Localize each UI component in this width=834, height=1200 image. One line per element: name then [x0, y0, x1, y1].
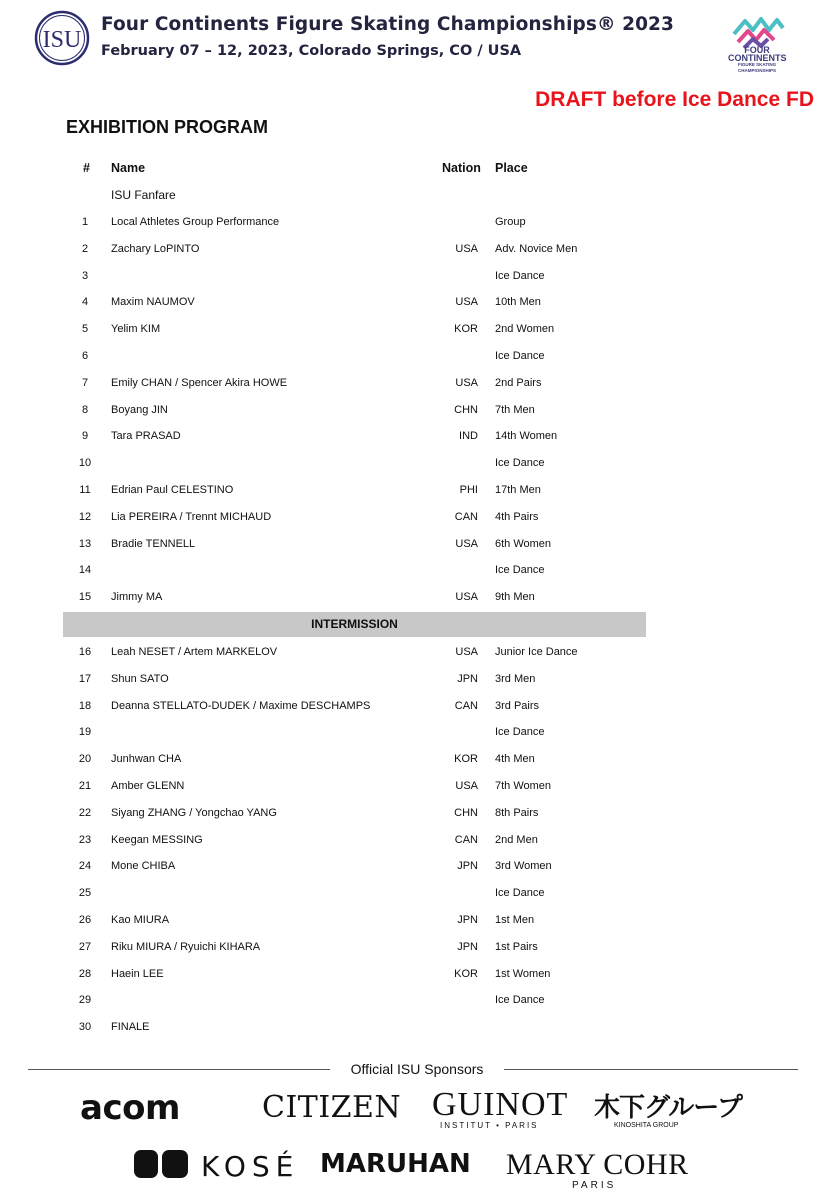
row-number: 13 — [78, 537, 92, 550]
row-nation: USA — [455, 591, 478, 604]
row-number: 1 — [81, 216, 89, 228]
row-nation: IND — [459, 430, 478, 443]
row-place: 3rd Men — [495, 672, 536, 685]
row-number: 16 — [78, 646, 92, 658]
table-row — [0, 780, 834, 806]
row-number: 2 — [81, 242, 89, 255]
row-place: Ice Dance — [495, 350, 545, 362]
table-row — [0, 753, 834, 779]
table-row — [0, 350, 834, 376]
row-place: 1st Women — [495, 967, 551, 980]
row-name: Jimmy MA — [111, 591, 163, 604]
table-row — [0, 296, 834, 322]
sponsor-kinoshita-logo: 木下グループ — [594, 1093, 742, 1123]
table-row — [0, 646, 834, 672]
row-name: Junhwan CHA — [111, 753, 182, 766]
row-nation: JPN — [457, 914, 478, 926]
row-number: 8 — [81, 403, 89, 416]
row-place: 14th Women — [495, 430, 558, 443]
row-place: 3rd Women — [495, 860, 552, 873]
row-number: 26 — [78, 914, 92, 926]
row-name: Riku MIURA / Ryuichi KIHARA — [111, 940, 261, 953]
row-name: Haein LEE — [111, 967, 164, 980]
table-row — [0, 216, 834, 242]
column-header-name: Name — [111, 161, 146, 175]
row-nation: USA — [455, 537, 478, 550]
row-place: 3rd Pairs — [495, 699, 540, 712]
row-nation: JPN — [457, 940, 478, 953]
row-nation: PHI — [459, 484, 478, 496]
table-row — [0, 860, 834, 886]
sponsor-acom-logo: acom — [80, 1088, 180, 1128]
column-header-number: # — [83, 161, 90, 175]
row-nation: KOR — [454, 323, 478, 336]
sponsor-citizen-logo: CITIZEN — [262, 1090, 402, 1125]
row-nation: JPN — [457, 672, 478, 685]
row-name: Mone CHIBA — [111, 860, 176, 873]
row-name: Deanna STELLATO-DUDEK / Maxime DESCHAMPS — [111, 699, 371, 712]
row-place: 4th Pairs — [495, 510, 539, 523]
row-nation: USA — [455, 780, 478, 792]
row-nation: USA — [455, 376, 478, 389]
row-place: Ice Dance — [495, 564, 545, 577]
event-dates-location: February 07 – 12, 2023, Colorado Springs, CO / USA — [101, 43, 522, 59]
sponsor-guinot-logo: GUINOT — [432, 1086, 569, 1123]
row-name: Edrian Paul CELESTINO — [111, 484, 234, 496]
row-name: Boyang JIN — [111, 403, 168, 416]
table-row — [0, 430, 834, 456]
column-header-nation: Nation — [442, 161, 481, 175]
row-number: 30 — [78, 1021, 92, 1034]
sponsor-kinoshita-tagline: KINOSHITA GROUP — [614, 1122, 679, 1129]
row-place: Ice Dance — [495, 726, 545, 739]
row-name: Keegan MESSING — [111, 833, 203, 846]
row-place: Junior Ice Dance — [495, 646, 578, 658]
row-place: 10th Men — [495, 296, 541, 309]
sponsor-marycohr-tagline: PARIS — [572, 1180, 617, 1191]
event-title: Four Continents Figure Skating Championships® 2023 — [101, 14, 674, 35]
table-row — [0, 834, 834, 860]
row-nation: CHN — [454, 403, 478, 416]
row-number: 20 — [78, 753, 92, 766]
four-continents-logo-text: FOUR CONTINENTS FIGURE SKATING CHAMPIONSHIPS — [728, 45, 787, 73]
row-place: 2nd Pairs — [495, 376, 542, 389]
row-number: 25 — [78, 887, 92, 900]
row-number: 11 — [79, 484, 91, 496]
table-row — [0, 484, 834, 510]
table-row — [0, 1021, 834, 1047]
row-nation: USA — [455, 296, 478, 309]
table-row — [0, 941, 834, 967]
page-title: EXHIBITION PROGRAM — [66, 117, 269, 137]
row-number: 28 — [78, 967, 92, 980]
table-row — [0, 726, 834, 752]
table-row — [0, 323, 834, 349]
table-row — [0, 887, 834, 913]
table-row — [0, 511, 834, 537]
sponsor-kose-logo: KOSÉ — [201, 1150, 300, 1183]
row-name: FINALE — [111, 1021, 150, 1034]
isu-logo — [34, 10, 90, 66]
row-name: Emily CHAN / Spencer Akira HOWE — [111, 376, 288, 389]
row-place: 7th Men — [495, 403, 535, 416]
row-number: 4 — [81, 296, 89, 309]
table-row — [0, 270, 834, 296]
row-place: 2nd Women — [495, 323, 555, 336]
row-number: 12 — [78, 510, 92, 523]
sponsor-maruhan-logo: MARUHAN — [320, 1149, 471, 1179]
draft-notice: DRAFT before Ice Dance FD — [535, 88, 814, 111]
table-row — [0, 243, 834, 269]
row-number: 23 — [78, 833, 92, 846]
table-row — [0, 564, 834, 590]
sponsor-kose-mark-icon — [134, 1150, 188, 1178]
row-number: 22 — [78, 806, 92, 819]
row-place: 1st Men — [495, 914, 535, 926]
row-place: 6th Women — [495, 537, 552, 550]
table-row — [0, 377, 834, 403]
row-nation: USA — [455, 242, 478, 255]
table-row — [0, 457, 834, 483]
row-place: 8th Pairs — [495, 806, 539, 819]
table-row — [0, 968, 834, 994]
row-number: 14 — [78, 564, 92, 577]
row-place: Group — [495, 216, 526, 228]
opening-item: ISU Fanfare — [111, 188, 176, 202]
row-name: Lia PEREIRA / Trennt MICHAUD — [111, 510, 272, 523]
sponsor-guinot-tagline: INSTITUT • PARIS — [440, 1121, 539, 1130]
table-row — [0, 994, 834, 1020]
row-place: 2nd Men — [495, 833, 538, 846]
row-nation: CAN — [454, 510, 478, 523]
row-place: 4th Men — [495, 753, 535, 766]
sponsor-marycohr-logo: MARY COHR — [506, 1148, 689, 1181]
column-header-place: Place — [495, 161, 528, 175]
table-row — [0, 914, 834, 940]
row-number: 18 — [78, 699, 92, 712]
row-number: 29 — [78, 994, 92, 1007]
row-place: Ice Dance — [495, 457, 545, 470]
row-place: 17th Men — [495, 484, 541, 496]
row-name: Amber GLENN — [111, 780, 185, 792]
row-place: Adv. Novice Men — [495, 242, 578, 255]
table-row — [0, 673, 834, 699]
sponsors-label: Official ISU Sponsors — [330, 1061, 504, 1077]
table-row — [0, 700, 834, 726]
row-number: 19 — [78, 726, 92, 739]
row-nation: CAN — [454, 699, 478, 712]
row-name: Maxim NAUMOV — [111, 296, 195, 309]
row-name: Kao MIURA — [111, 914, 170, 926]
row-nation: KOR — [454, 967, 478, 980]
table-row — [0, 807, 834, 833]
row-number: 9 — [81, 430, 89, 443]
row-place: 9th Men — [495, 591, 535, 604]
row-place: Ice Dance — [495, 994, 545, 1007]
intermission-bar: INTERMISSION — [63, 612, 646, 637]
row-name: Yelim KIM — [111, 323, 161, 336]
row-number: 27 — [78, 940, 92, 953]
row-name: Tara PRASAD — [111, 430, 181, 443]
row-place: 1st Pairs — [495, 940, 538, 953]
table-row — [0, 538, 834, 564]
row-name: Shun SATO — [111, 672, 169, 685]
row-name: Siyang ZHANG / Yongchao YANG — [111, 806, 277, 819]
row-nation: USA — [455, 646, 478, 658]
svg-text:ISU: ISU — [42, 27, 82, 53]
row-number: 21 — [78, 780, 92, 792]
row-name: Zachary LoPINTO — [111, 242, 200, 255]
row-nation: CAN — [454, 833, 478, 846]
row-number: 5 — [81, 323, 89, 336]
row-number: 6 — [81, 350, 89, 362]
row-number: 7 — [81, 376, 89, 389]
row-number: 17 — [78, 672, 92, 685]
row-name: Local Athletes Group Performance — [111, 216, 280, 228]
row-number: 24 — [78, 860, 92, 873]
row-name: Leah NESET / Artem MARKELOV — [111, 646, 278, 658]
row-nation: JPN — [457, 860, 478, 873]
row-number: 10 — [78, 457, 92, 470]
row-place: Ice Dance — [495, 887, 545, 900]
table-row — [0, 404, 834, 430]
row-name: Bradie TENNELL — [111, 537, 196, 550]
row-place: 7th Women — [495, 780, 552, 792]
row-nation: CHN — [454, 806, 478, 819]
row-number: 3 — [81, 269, 89, 282]
row-number: 15 — [78, 591, 92, 604]
row-nation: KOR — [454, 753, 478, 766]
row-place: Ice Dance — [495, 269, 545, 282]
